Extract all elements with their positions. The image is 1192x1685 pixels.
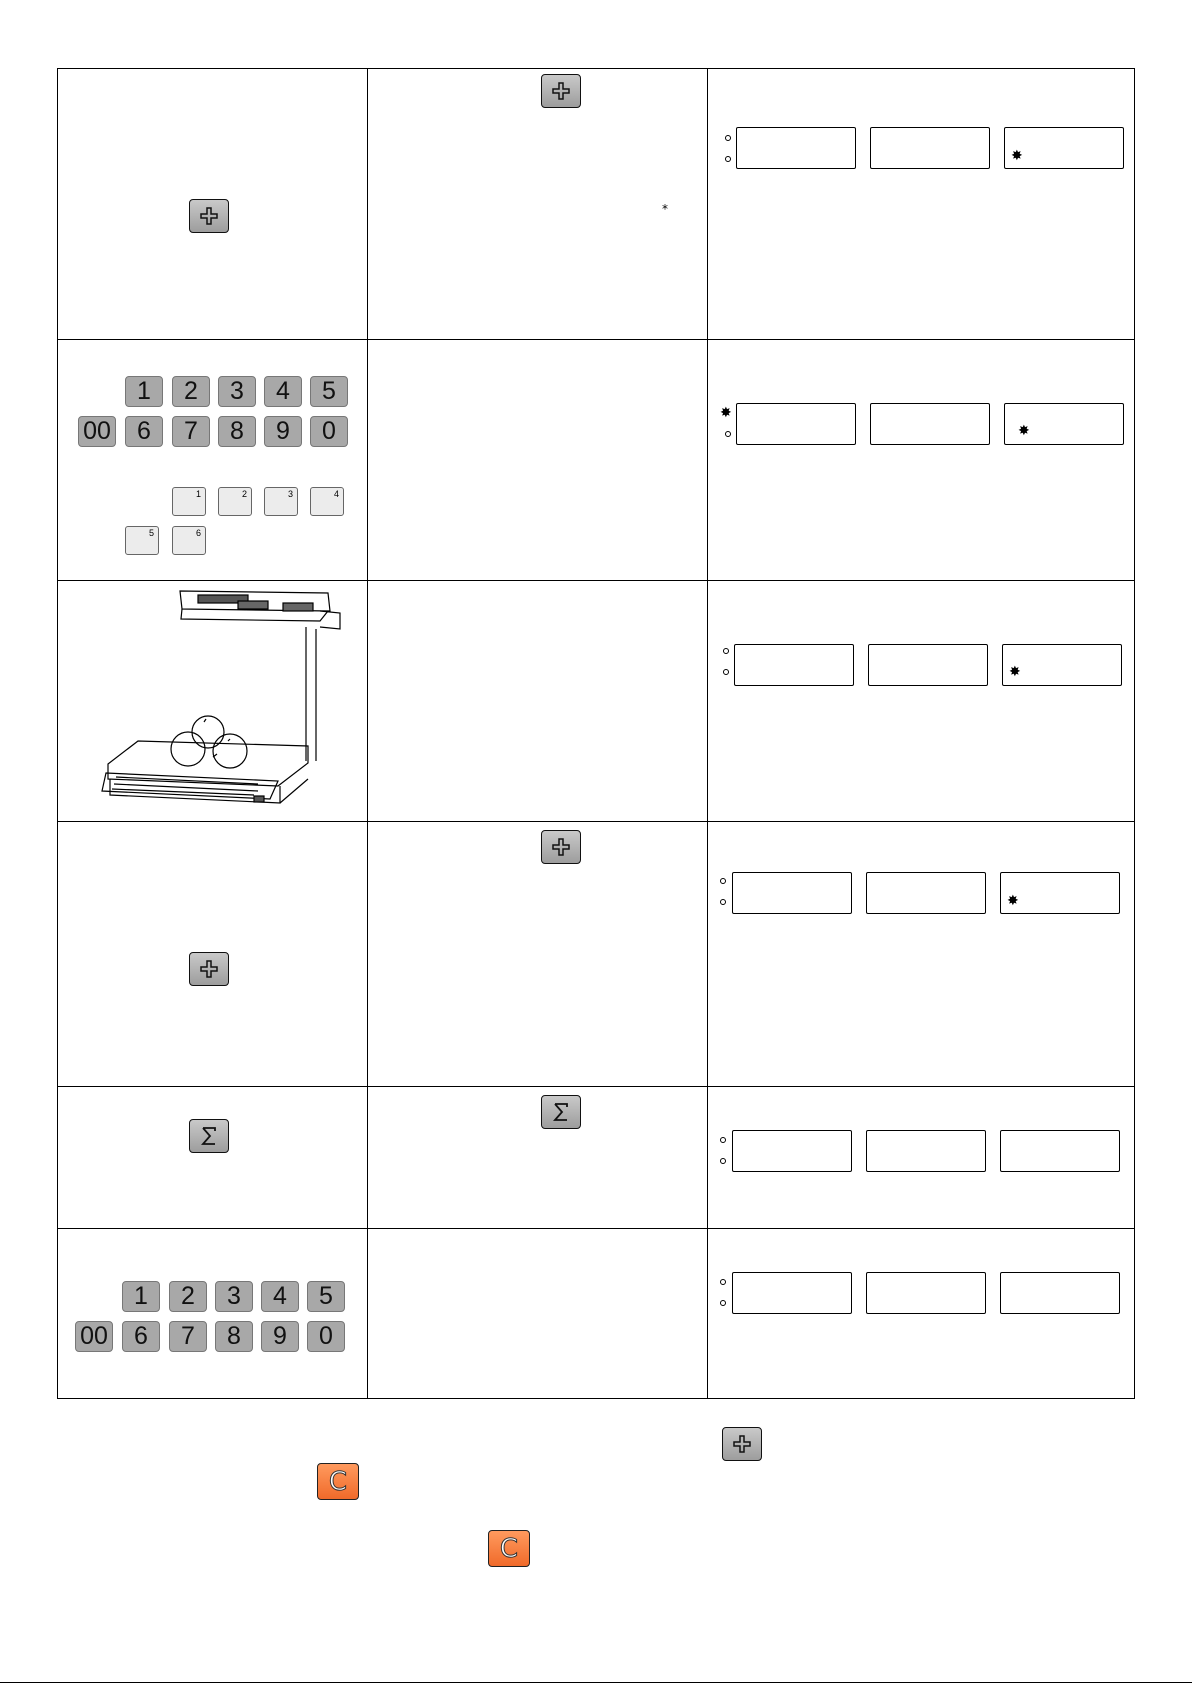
key-3[interactable]: 3 [215, 1281, 253, 1312]
step-row-1 [58, 69, 1135, 340]
key-0[interactable]: 0 [310, 416, 348, 447]
total-display [1000, 1130, 1120, 1172]
indicator-dot [723, 648, 729, 654]
indicator-dot [720, 1158, 726, 1164]
memory-key-5[interactable]: 5 [125, 526, 159, 555]
total-display [1000, 1272, 1120, 1314]
key-4[interactable]: 4 [264, 376, 302, 407]
key-8[interactable]: 8 [215, 1321, 253, 1352]
plus-icon [198, 958, 220, 980]
key-6[interactable]: 6 [125, 416, 163, 447]
indicator-dot [725, 431, 731, 437]
memory-key-6[interactable]: 6 [172, 526, 206, 555]
key-5[interactable]: 5 [307, 1281, 345, 1312]
price-display [868, 644, 988, 686]
display-star: ✸ [1007, 893, 1019, 909]
plus-icon [198, 205, 220, 227]
plus-key[interactable] [541, 830, 581, 864]
weight-display [732, 872, 852, 914]
small-star-mark: * [662, 202, 668, 216]
key-5[interactable]: 5 [310, 376, 348, 407]
total-display [1004, 127, 1124, 169]
price-display [870, 127, 990, 169]
plus-icon [731, 1433, 753, 1455]
clear-key[interactable]: C [317, 1463, 359, 1500]
step-row-2 [58, 340, 1135, 581]
indicator-dot [720, 1137, 726, 1143]
key-6[interactable]: 6 [122, 1321, 160, 1352]
weight-display [736, 127, 856, 169]
key-2[interactable]: 2 [169, 1281, 207, 1312]
indicator-dot [725, 156, 731, 162]
indicator-dot [720, 878, 726, 884]
price-display [866, 1272, 986, 1314]
plus-key[interactable] [541, 74, 581, 108]
step-row-3 [58, 581, 1135, 822]
key-7[interactable]: 7 [169, 1321, 207, 1352]
page-bottom-rule [0, 1682, 1192, 1683]
plus-key[interactable] [189, 199, 229, 233]
plus-icon [550, 836, 572, 858]
key-00[interactable]: 00 [78, 416, 116, 447]
weight-display [732, 1130, 852, 1172]
memory-key-2[interactable]: 2 [218, 487, 252, 516]
key-7[interactable]: 7 [172, 416, 210, 447]
memory-key-1[interactable]: 1 [172, 487, 206, 516]
step-row-5 [58, 1087, 1135, 1229]
indicator-dot [723, 669, 729, 675]
sum-key[interactable] [541, 1095, 581, 1129]
display-star: ✸ [1009, 664, 1021, 680]
key-9[interactable]: 9 [264, 416, 302, 447]
key-8[interactable]: 8 [218, 416, 256, 447]
indicator-dot [720, 899, 726, 905]
indicator-dot [725, 135, 731, 141]
step-row-6 [58, 1229, 1135, 1399]
key-0[interactable]: 0 [307, 1321, 345, 1352]
weight-display [734, 644, 854, 686]
key-00[interactable]: 00 [75, 1321, 113, 1352]
memory-key-3[interactable]: 3 [264, 487, 298, 516]
price-display [866, 1130, 986, 1172]
sigma-icon [198, 1125, 220, 1147]
scale-with-fruit-illustration [58, 581, 368, 822]
procedure-table [57, 68, 1135, 1399]
key-9[interactable]: 9 [261, 1321, 299, 1352]
weight-display [736, 403, 856, 445]
weight-display [732, 1272, 852, 1314]
sigma-icon [550, 1101, 572, 1123]
plus-icon [550, 80, 572, 102]
plus-key[interactable] [189, 952, 229, 986]
key-1[interactable]: 1 [125, 376, 163, 407]
sum-key[interactable] [189, 1119, 229, 1153]
display-star: ✸ [720, 405, 732, 421]
key-4[interactable]: 4 [261, 1281, 299, 1312]
display-star: ✸ [1011, 148, 1023, 164]
display-star: ✸ [1018, 423, 1030, 439]
step-row-4 [58, 822, 1135, 1087]
total-display [1004, 403, 1124, 445]
indicator-dot [720, 1300, 726, 1306]
price-display [870, 403, 990, 445]
key-2[interactable]: 2 [172, 376, 210, 407]
total-display [1002, 644, 1122, 686]
indicator-dot [720, 1279, 726, 1285]
total-display [1000, 872, 1120, 914]
key-3[interactable]: 3 [218, 376, 256, 407]
memory-key-4[interactable]: 4 [310, 487, 344, 516]
clear-key[interactable]: C [488, 1530, 530, 1567]
key-1[interactable]: 1 [122, 1281, 160, 1312]
plus-key[interactable] [722, 1427, 762, 1461]
price-display [866, 872, 986, 914]
